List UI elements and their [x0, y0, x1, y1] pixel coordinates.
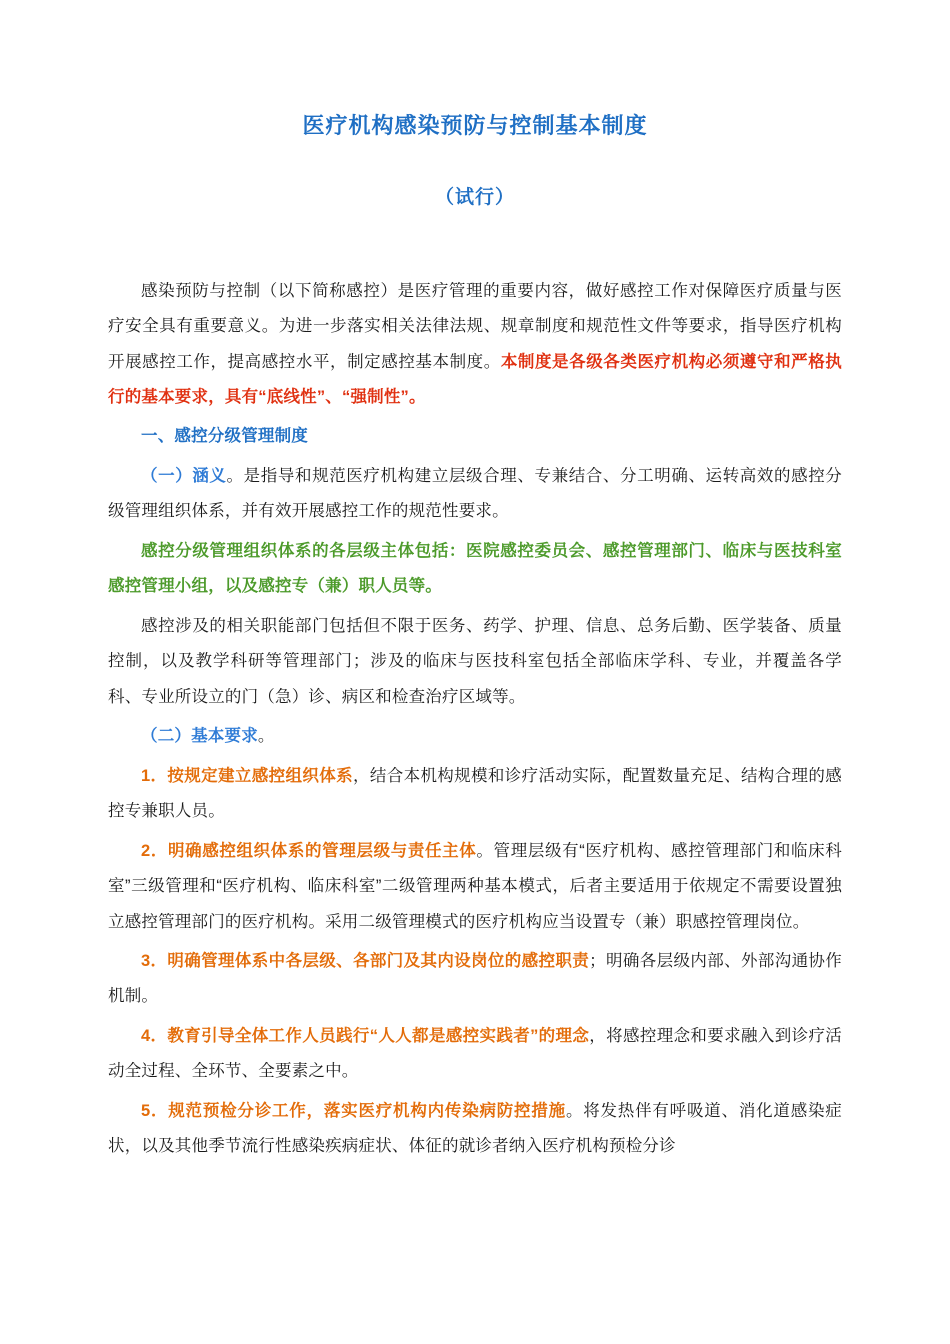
text-run: ；明确各层级内部、外部沟通协作机制。 — [108, 952, 843, 1006]
text-run: 。是指导和规范医疗机构建立层级合理、专兼结合、分工明确、运转高效的感控分级管理组织体系，并有效开展感控工作的规范性要求。 — [108, 466, 843, 521]
text-run-emphasis: 本制度是各级各类医疗机构必须遵守和严格执行的基本要求，具有“底线性”、“强制性”。 — [108, 352, 843, 406]
text-run: 。将发热伴有呼吸道、消化道感染症状，以及其他季节流行性感染疾病症状、体征的就诊者纳入医疗机构预检分诊 — [108, 1101, 842, 1156]
subsection-1-2 — [108, 719, 842, 754]
text-run-subheading: （二）基本要求 — [141, 727, 258, 746]
list-item-4 — [108, 1019, 842, 1090]
text-run: ，结合本机构规模和诊疗活动实际，配置数量充足、结构合理的感控专兼职人员。 — [108, 766, 842, 821]
list-item-3 — [108, 944, 842, 1015]
text-run-highlight: 感控分级管理组织体系的各层级主体包括：医院感控委员会、感控管理部门、临床与医技科室感控管理小组，以及感控专（兼）职人员等。 — [108, 541, 842, 596]
text-run: 感控涉及的相关职能部门包括但不限于医务、药学、护理、信息、总务后勤、医学装备、质量控制，以及教学科研等管理部门；涉及的临床与医技科室包括全部临床学科、专业，并覆盖各学科、专业所设立的门（急）诊、病区和检查治疗区域等。 — [108, 616, 842, 706]
page-subtitle: （试行） — [434, 187, 515, 209]
text-run-item-label: 1．按规定建立感控组织体系 — [141, 766, 353, 785]
subsection-1-1-highlight — [108, 534, 842, 605]
document-body — [108, 274, 842, 1165]
list-item-1 — [108, 759, 842, 830]
list-item-5 — [108, 1094, 842, 1165]
text-run: 。管理层级有“医疗机构、感控管理部门和临床科室”三级管理和“医疗机构、临床科室”二级管理两种基本模式，后者主要适用于依规定不需要设置独立感控管理部门的医疗机构。采用二级管理模式的医疗机构应当设置专（兼）职感控管理岗位。 — [108, 841, 842, 931]
section-heading-1 — [108, 419, 842, 454]
text-run: ，将感控理念和要求融入到诊疗活动全过程、全环节、全要素之中。 — [108, 1026, 843, 1081]
subsection-1-1-scope — [108, 609, 842, 715]
text-run-item-label: 3．明确管理体系中各层级、各部门及其内设岗位的感控职责 — [141, 952, 590, 971]
page-title: 医疗机构感染预防与控制基本制度 — [302, 113, 648, 138]
text-run-item-label: 2．明确感控组织体系的管理层级与责任主体 — [141, 841, 477, 860]
text-run-item-label: 4．教育引导全体工作人员践行“人人都是感控实践者”的理念 — [141, 1026, 590, 1045]
text-run: 。 — [257, 727, 275, 746]
list-item-2 — [108, 834, 842, 940]
text-run-item-label: 5．规范预检分诊工作，落实医疗机构内传染病防控措施 — [141, 1101, 566, 1120]
paragraph-intro — [108, 274, 842, 416]
subsection-1-1 — [108, 459, 842, 530]
text-run: 感染预防与控制（以下简称感控）是医疗管理的重要内容，做好感控工作对保障医疗质量与医疗安全具有重要意义。为进一步落实相关法律法规、规章制度和规范性文件等要求，指导医疗机构开展感控工作，提高感控水平，制定感控基本制度。 — [108, 281, 842, 371]
text-run-subheading: （一）涵义 — [141, 466, 227, 485]
text-run-heading: 一、感控分级管理制度 — [141, 427, 308, 446]
